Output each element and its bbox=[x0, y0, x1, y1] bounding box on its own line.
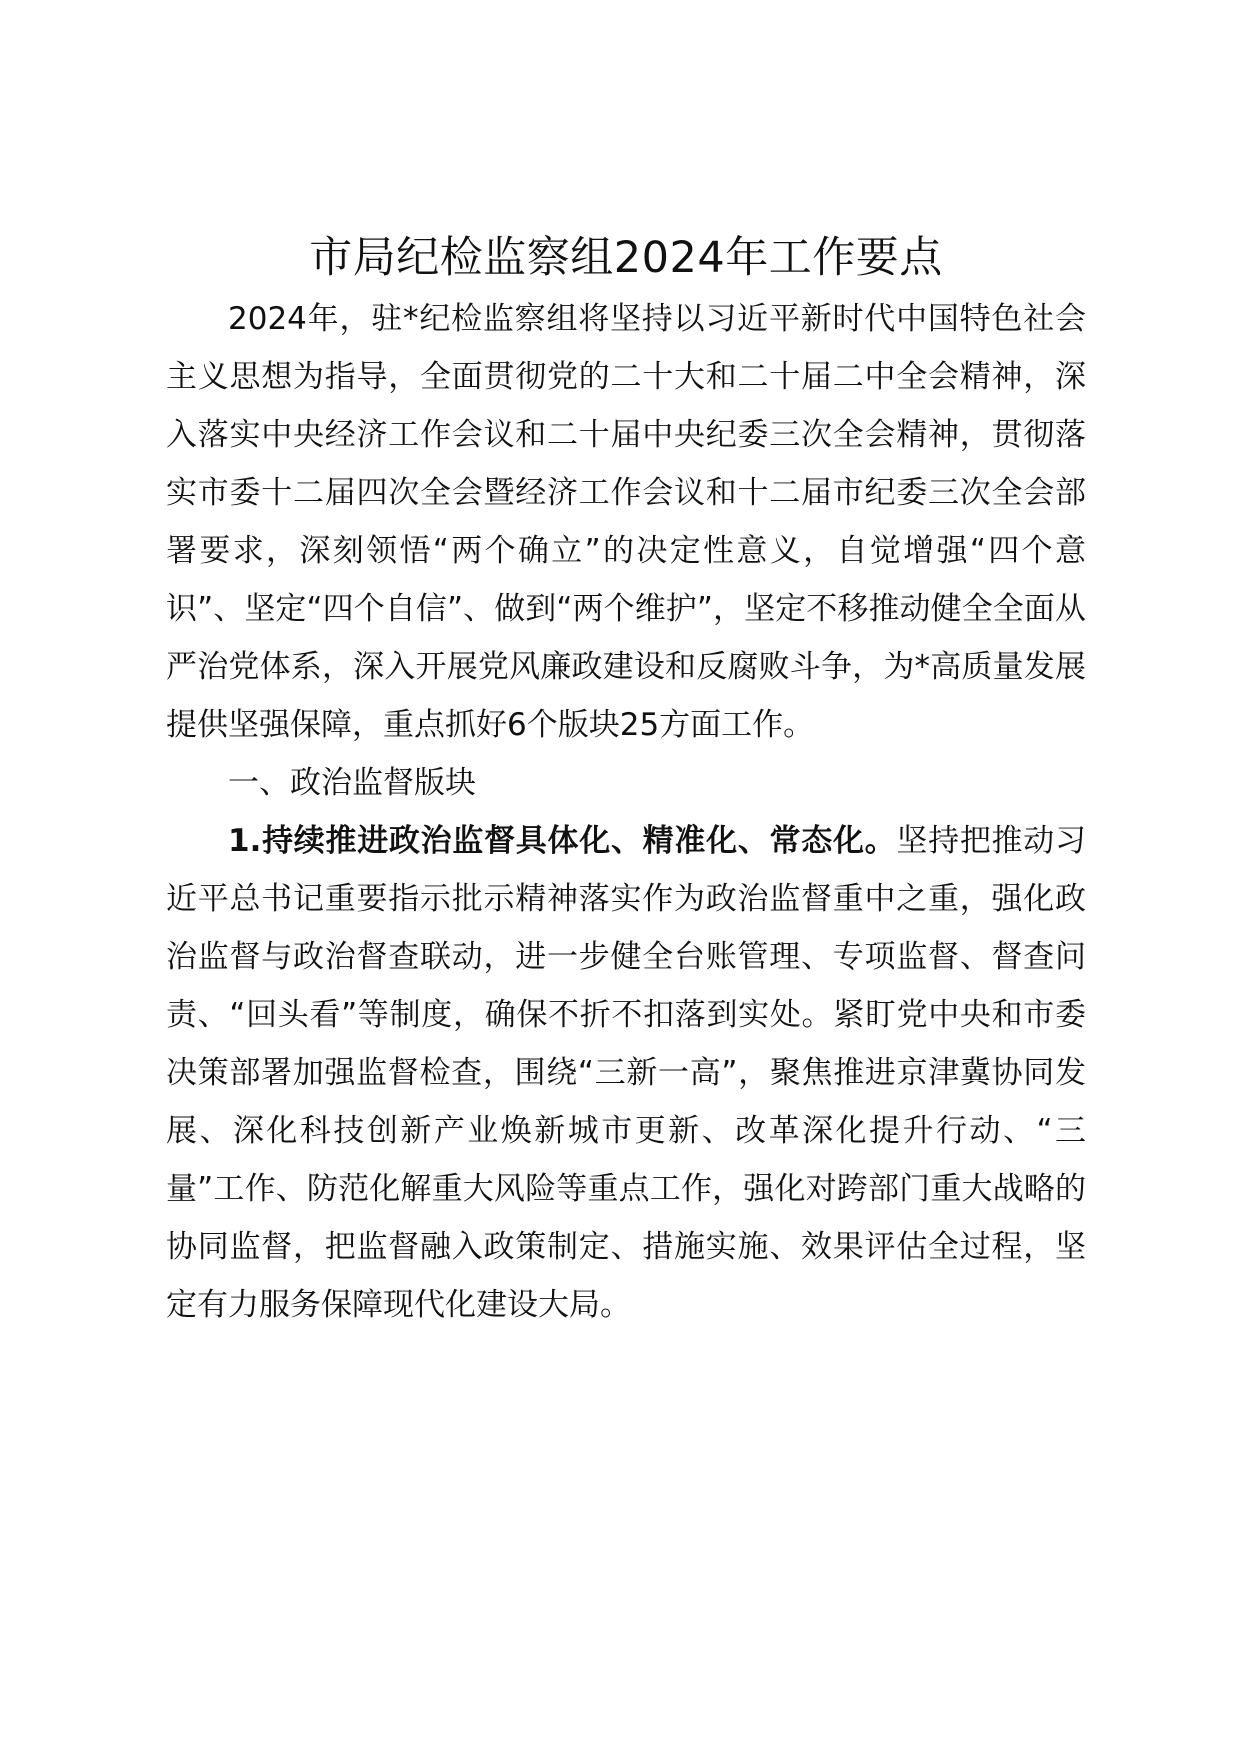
document-body bbox=[166, 226, 1086, 1334]
section-heading-political-supervision: 一、政治监督版块 bbox=[228, 765, 476, 801]
item-1-lead: 1.持续推进政治监督具体化、精准化、常态化。 bbox=[228, 823, 897, 859]
item-1-body: 坚持把推动习近平总书记重要指示批示精神落实作为政治监督重中之重，强化政治监督与政治督查联动，进一步健全台账管理、专项监督、督查问责、“回头看”等制度，确保不折不扣落到实处。紧盯党中央和市委决策部署加强监督检查，围绕“三新一高”，聚焦推进京津冀协同发展、深化科技创新产业焕新城市更新、改革深化提升行动、“三量”工作、防范化解重大风险等重点工作，强化对跨部门重大战略的协同监督，把监督融入政策制定、措施实施、效果评估全过程，坚定有力服务保障现代化建设大局。 bbox=[166, 823, 1086, 1323]
item-1-paragraph bbox=[166, 812, 1086, 1334]
intro-paragraph: 2024年，驻*纪检监察组将坚持以习近平新时代中国特色社会主义思想为指导，全面贯彻党的二十大和二十届二中全会精神，深入落实中央经济工作会议和二十届中央纪委三次全会精神，贯彻落实市委十二届四次全会暨经济工作会议和十二届市纪委三次全会部署要求，深刻领悟“两个确立”的决定性意义，自觉增强“四个意识”、坚定“四个自信”、做到“两个维护”，坚定不移推动健全全面从严治党体系，深入开展党风廉政建设和反腐败斗争，为*高质量发展提供坚强保障，重点抓好6个版块25方面工作。 bbox=[166, 301, 1086, 743]
document-title: 市局纪检监察组2024年工作要点 bbox=[309, 233, 943, 283]
